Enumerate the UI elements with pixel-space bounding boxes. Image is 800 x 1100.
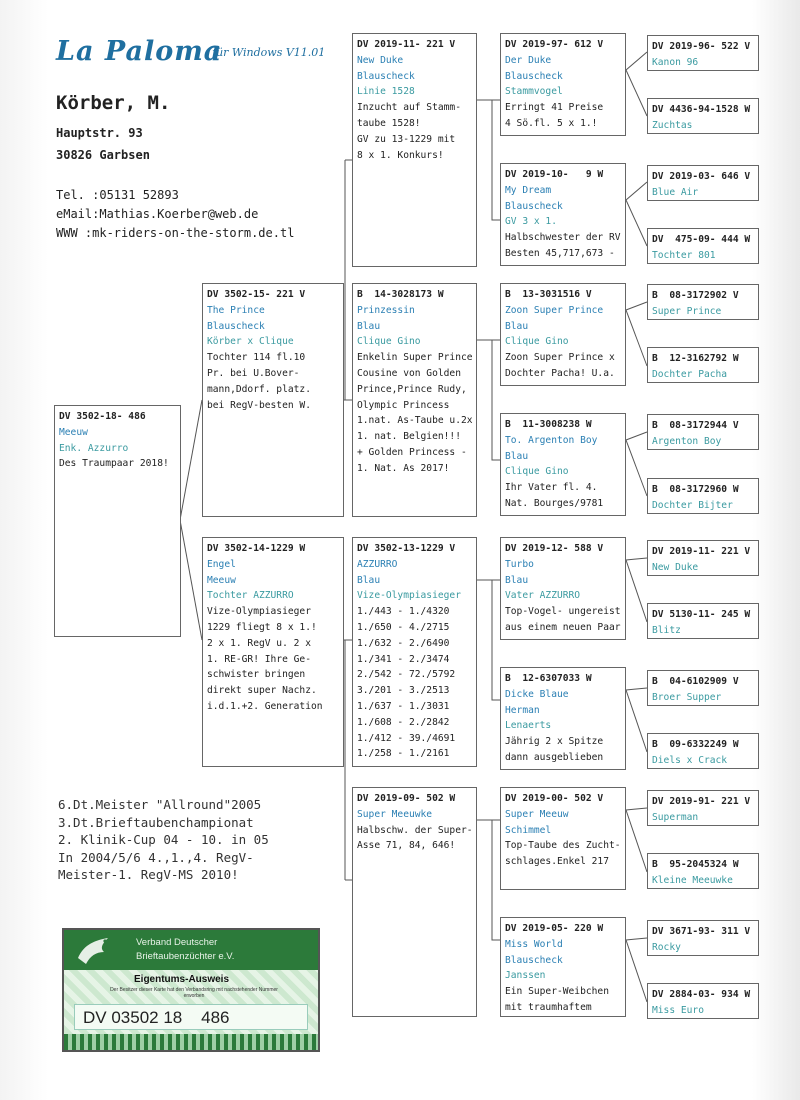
ggp-line: Ein Super-Weibchen xyxy=(505,986,609,998)
grandparent-line: Olympic Princess xyxy=(357,399,450,411)
ggp-line: Halbschwester der RV xyxy=(505,232,621,244)
grandparent-line: 3./201 - 3./2513 xyxy=(357,685,450,697)
grandparent-card[interactable] xyxy=(352,283,477,517)
grandparent-line: 1./637 - 1./3031 xyxy=(357,700,450,712)
grandparent-line: 1./650 - 4./2715 xyxy=(357,621,450,633)
grandparent-line: Blau xyxy=(357,574,381,586)
sire-line: Blauscheck xyxy=(207,320,265,332)
achievement-item: 2. Klinik-Cup 04 - 10. in 05 xyxy=(58,832,269,847)
gggp-card[interactable] xyxy=(647,670,759,706)
dam-line: 2 x 1. RegV u. 2 x xyxy=(207,637,311,649)
ggp-line: My Dream xyxy=(505,184,552,196)
card-note: Der Besitzer dieser Karte hat den Verbandsring mit nachstehender Nummer erworben xyxy=(110,987,278,999)
card-org-line: Brieftaubenzüchter e.V. xyxy=(136,951,235,962)
gggp-card[interactable] xyxy=(647,284,759,320)
ggp-line: Clique Gino xyxy=(505,336,569,348)
ggp-line: Schimmel xyxy=(505,824,552,836)
dam-line: 1. RE-GR! Ihre Ge- xyxy=(207,653,311,665)
grandparent-line: + Golden Princess - xyxy=(357,446,467,458)
gggp-name: Tochter 801 xyxy=(652,249,716,261)
dam-line: Tochter AZZURRO xyxy=(207,590,294,602)
ggp-line: To. Argenton Boy xyxy=(505,434,598,446)
gggp-card[interactable] xyxy=(647,347,759,383)
ggp-line: Der Duke xyxy=(505,54,552,66)
grandparent-line: Halbschw. der Super- xyxy=(357,824,473,836)
dam-line: Meeuw xyxy=(207,574,236,586)
gggp-card[interactable] xyxy=(647,35,759,71)
achievement-item: Meister-1. RegV-MS 2010! xyxy=(58,867,239,882)
gggp-ring: DV 2019-91- 221 V xyxy=(652,796,751,807)
ggp-line: Blau xyxy=(505,450,529,462)
ggp-ring: B 13-3031516 V xyxy=(505,289,592,300)
dam-line: Engel xyxy=(207,558,236,570)
card-title: Eigentums-Ausweis xyxy=(134,974,230,985)
ggp-line: Janssen xyxy=(505,970,546,982)
gggp-ring: B 12-3162792 W xyxy=(652,353,739,364)
grandparent-ring: DV 2019-09- 502 W xyxy=(357,793,456,804)
grandparent-ring: DV 2019-11- 221 V xyxy=(357,39,456,50)
ggp-line: Top-Vogel- ungereist xyxy=(505,606,621,618)
gggp-name: Rocky xyxy=(652,941,681,953)
gggp-ring: B 04-6102909 V xyxy=(652,676,739,687)
ggp-line: Miss World xyxy=(505,938,563,950)
gggp-ring: B 95-2045324 W xyxy=(652,859,739,870)
sire-line: Pr. bei U.Bover- xyxy=(207,367,300,379)
grandparent-line: Prinzessin xyxy=(357,304,415,316)
great-grandparent-card[interactable] xyxy=(500,917,626,1017)
gggp-card[interactable] xyxy=(647,790,759,826)
grandparent-line: taube 1528! xyxy=(357,117,421,129)
gggp-name: Kleine Meeuwke xyxy=(652,874,733,886)
gggp-ring: DV 2019-96- 522 V xyxy=(652,41,751,52)
ggp-line: Blauscheck xyxy=(505,954,563,966)
ggp-line: Dicke Blaue xyxy=(505,688,569,700)
ggp-line: aus einem neuen Paar xyxy=(505,621,621,633)
grandparent-line: Linie 1528 xyxy=(357,86,415,98)
gggp-card[interactable] xyxy=(647,920,759,956)
gggp-card[interactable] xyxy=(647,478,759,514)
grandparent-line: Clique Gino xyxy=(357,336,421,348)
grandparent-ring: DV 3502-13-1229 V xyxy=(357,543,456,554)
ggp-line: GV 3 x 1. xyxy=(505,216,557,228)
ggp-line: schlages.Enkel 217 xyxy=(505,856,609,868)
parent-card-sire[interactable] xyxy=(202,283,344,517)
sire-line: Körber x Clique xyxy=(207,336,294,348)
grandparent-line: Vize-Olympiasieger xyxy=(357,590,461,602)
grandparent-line: 1./258 - 1./2161 xyxy=(357,748,450,760)
grandparent-line: Asse 71, 84, 646! xyxy=(357,840,456,852)
ggp-line: Top-Taube des Zucht- xyxy=(505,840,621,852)
gggp-card[interactable] xyxy=(647,540,759,576)
grandparent-line: 1. nat. Belgien!!! xyxy=(357,431,461,443)
owner-city: 30826 Garbsen xyxy=(56,148,150,162)
great-grandparent-card[interactable] xyxy=(500,667,626,770)
gggp-name: New Duke xyxy=(652,561,699,573)
gggp-name: Kanon 96 xyxy=(652,56,699,68)
gggp-ring: B 08-3172944 V xyxy=(652,420,739,431)
grandparent-line: 1./412 - 39./4691 xyxy=(357,732,456,744)
owner-street: Hauptstr. 93 xyxy=(56,126,143,140)
grandparent-line: 1. Nat. As 2017! xyxy=(357,462,450,474)
gggp-ring: DV 5130-11- 245 W xyxy=(652,609,751,620)
grandparent-line: AZZURRO xyxy=(357,558,398,570)
dam-line: i.d.1.+2. Generation xyxy=(207,700,323,712)
gggp-card[interactable] xyxy=(647,983,759,1019)
sire-ring: DV 3502-15- 221 V xyxy=(207,289,306,300)
gggp-ring: DV 2884-03- 934 W xyxy=(652,989,751,1000)
card-ring-number: DV 03502 18 486 xyxy=(74,1004,308,1030)
gggp-name: Diels x Crack xyxy=(652,754,728,766)
gggp-name: Argenton Boy xyxy=(652,435,722,447)
pigeon-lineage: Enk. Azzurro xyxy=(59,442,129,454)
pigeon-name: Meeuw xyxy=(59,426,88,438)
grandparent-line: Inzucht auf Stamm- xyxy=(357,102,461,114)
app-logo: La Paloma xyxy=(56,36,223,67)
ggp-line: Turbo xyxy=(505,558,534,570)
gggp-card[interactable] xyxy=(647,853,759,889)
gggp-card[interactable] xyxy=(647,414,759,450)
great-grandparent-card[interactable] xyxy=(500,787,626,890)
grandparent-line: 1./443 - 1./4320 xyxy=(357,606,450,618)
ggp-ring: B 12-6307033 W xyxy=(505,673,592,684)
grandparent-line: GV zu 13-1229 mit xyxy=(357,133,456,145)
gggp-ring: B 08-3172902 V xyxy=(652,290,739,301)
great-grandparent-card[interactable] xyxy=(500,537,626,640)
ggp-line: Blauscheck xyxy=(505,200,563,212)
grandparent-line: Blau xyxy=(357,320,381,332)
ggp-line: Lenaerts xyxy=(505,720,552,732)
gggp-ring: B 08-3172960 W xyxy=(652,484,739,495)
great-grandparent-card[interactable] xyxy=(500,283,626,386)
ggp-ring: DV 2019-97- 612 V xyxy=(505,39,604,50)
ggp-line: Blau xyxy=(505,320,529,332)
dove-icon xyxy=(74,934,118,968)
dam-line: schwister bringen xyxy=(207,669,306,681)
gggp-name: Superman xyxy=(652,811,699,823)
ggp-line: Besten 45,717,673 - xyxy=(505,247,615,259)
ggp-line: Zoon Super Prince x xyxy=(505,352,615,364)
gggp-name: Dochter Bijter xyxy=(652,499,733,511)
grandparent-card[interactable] xyxy=(352,537,477,767)
ownership-card xyxy=(62,928,320,1052)
grandparent-line: 2./542 - 72./5792 xyxy=(357,669,456,681)
pigeon-card[interactable] xyxy=(54,405,181,637)
gggp-ring: DV 4436-94-1528 W xyxy=(652,104,751,115)
ggp-ring: DV 2019-12- 588 V xyxy=(505,543,604,554)
dam-line: Vize-Olympiasieger xyxy=(207,606,311,618)
ggp-line: Vater AZZURRO xyxy=(505,590,581,602)
gggp-ring: DV 3671-93- 311 V xyxy=(652,926,751,937)
gggp-ring: DV 2019-11- 221 V xyxy=(652,546,751,557)
ggp-line: Jährig 2 x Spitze xyxy=(505,736,604,748)
gggp-card[interactable] xyxy=(647,165,759,201)
great-grandparent-card[interactable] xyxy=(500,163,626,266)
achievement-item: 6.Dt.Meister "Allround"2005 xyxy=(58,797,262,812)
ggp-line: Clique Gino xyxy=(505,466,569,478)
ggp-line: Blauscheck xyxy=(505,70,563,82)
great-grandparent-card[interactable] xyxy=(500,413,626,516)
ggp-line: Nat. Bourges/9781 xyxy=(505,497,604,509)
ggp-ring: DV 2019-05- 220 W xyxy=(505,923,604,934)
ggp-line: 4 Sö.fl. 5 x 1.! xyxy=(505,117,598,129)
dam-line: direkt super Nachz. xyxy=(207,685,317,697)
dam-line: 1229 fliegt 8 x 1.! xyxy=(207,621,317,633)
pigeon-ring: DV 3502-18- 486 xyxy=(59,411,146,422)
gggp-card[interactable] xyxy=(647,228,759,264)
gggp-card[interactable] xyxy=(647,603,759,639)
ggp-line: Herman xyxy=(505,704,540,716)
owner-phone: Tel. :05131 52893 xyxy=(56,188,179,202)
gggp-name: Super Prince xyxy=(652,305,722,317)
gggp-name: Blitz xyxy=(652,624,681,636)
gggp-name: Broer Supper xyxy=(652,691,722,703)
sire-line: bei RegV-besten W. xyxy=(207,399,311,411)
great-grandparent-card[interactable] xyxy=(500,33,626,136)
app-version: für Windows V11.01 xyxy=(212,46,326,59)
gggp-ring: DV 475-09- 444 W xyxy=(652,234,751,245)
gggp-ring: DV 2019-03- 646 V xyxy=(652,171,751,182)
card-org-line: Verband Deutscher xyxy=(136,937,218,948)
pigeon-remark: Des Traumpaar 2018! xyxy=(59,458,169,470)
gggp-name: Dochter Pacha xyxy=(652,368,728,380)
grandparent-line: 1./341 - 2./3474 xyxy=(357,653,450,665)
ggp-line: Ihr Vater fl. 4. xyxy=(505,482,598,494)
grandparent-line: Cousine von Golden xyxy=(357,367,461,379)
achievement-item: 3.Dt.Brieftaubenchampionat xyxy=(58,814,254,830)
ggp-ring: DV 2019-10- 9 W xyxy=(505,169,604,180)
sire-line: The Prince xyxy=(207,304,265,316)
grandparent-line: Prince,Prince Rudy, xyxy=(357,383,467,395)
grandparent-line: Blauscheck xyxy=(357,70,415,82)
grandparent-line: New Duke xyxy=(357,54,404,66)
parent-card-dam[interactable] xyxy=(202,537,344,767)
grandparent-card[interactable] xyxy=(352,33,477,267)
ggp-line: Zoon Super Prince xyxy=(505,304,604,316)
grandparent-line: 1./608 - 2./2842 xyxy=(357,716,450,728)
grandparent-card[interactable] xyxy=(352,787,477,1017)
card-organization xyxy=(136,936,234,964)
grandparent-line: Enkelin Super Prince xyxy=(357,352,473,364)
gggp-name: Miss Euro xyxy=(652,1004,704,1016)
ggp-ring: DV 2019-00- 502 V xyxy=(505,793,604,804)
owner-name: Körber, M. xyxy=(56,92,171,114)
ggp-line: Stammvogel xyxy=(505,86,563,98)
ggp-line: mit traumhaftem xyxy=(505,1001,592,1013)
grandparent-line: 1./632 - 2./6490 xyxy=(357,637,450,649)
sire-line: Tochter 114 fl.10 xyxy=(207,352,306,364)
gggp-card[interactable] xyxy=(647,98,759,134)
owner-email[interactable]: eMail:Mathias.Koerber@web.de xyxy=(56,207,259,221)
achievement-item: In 2004/5/6 4.,1.,4. RegV- xyxy=(58,849,254,865)
grandparent-ring: B 14-3028173 W xyxy=(357,289,444,300)
owner-website[interactable]: WWW :mk-riders-on-the-storm.de.tl xyxy=(56,226,295,240)
gggp-name: Zuchtas xyxy=(652,119,693,131)
dam-ring: DV 3502-14-1229 W xyxy=(207,543,306,554)
gggp-ring: B 09-6332249 W xyxy=(652,739,739,750)
grandparent-line: Super Meeuwke xyxy=(357,808,433,820)
card-barcode-strip xyxy=(64,1034,318,1050)
sire-line: mann,Ddorf. platz. xyxy=(207,383,311,395)
achievements-list xyxy=(58,796,269,884)
gggp-name: Blue Air xyxy=(652,186,699,198)
ggp-line: Super Meeuw xyxy=(505,808,569,820)
ggp-line: Erringt 41 Preise xyxy=(505,102,604,114)
ggp-line: dann ausgeblieben xyxy=(505,751,604,763)
gggp-card[interactable] xyxy=(647,733,759,769)
ggp-line: Dochter Pacha! U.a. xyxy=(505,367,615,379)
grandparent-line: 8 x 1. Konkurs! xyxy=(357,149,444,161)
grandparent-line: 1.nat. As-Taube u.2x xyxy=(357,415,473,427)
ggp-ring: B 11-3008238 W xyxy=(505,419,592,430)
ggp-line: Blau xyxy=(505,574,529,586)
